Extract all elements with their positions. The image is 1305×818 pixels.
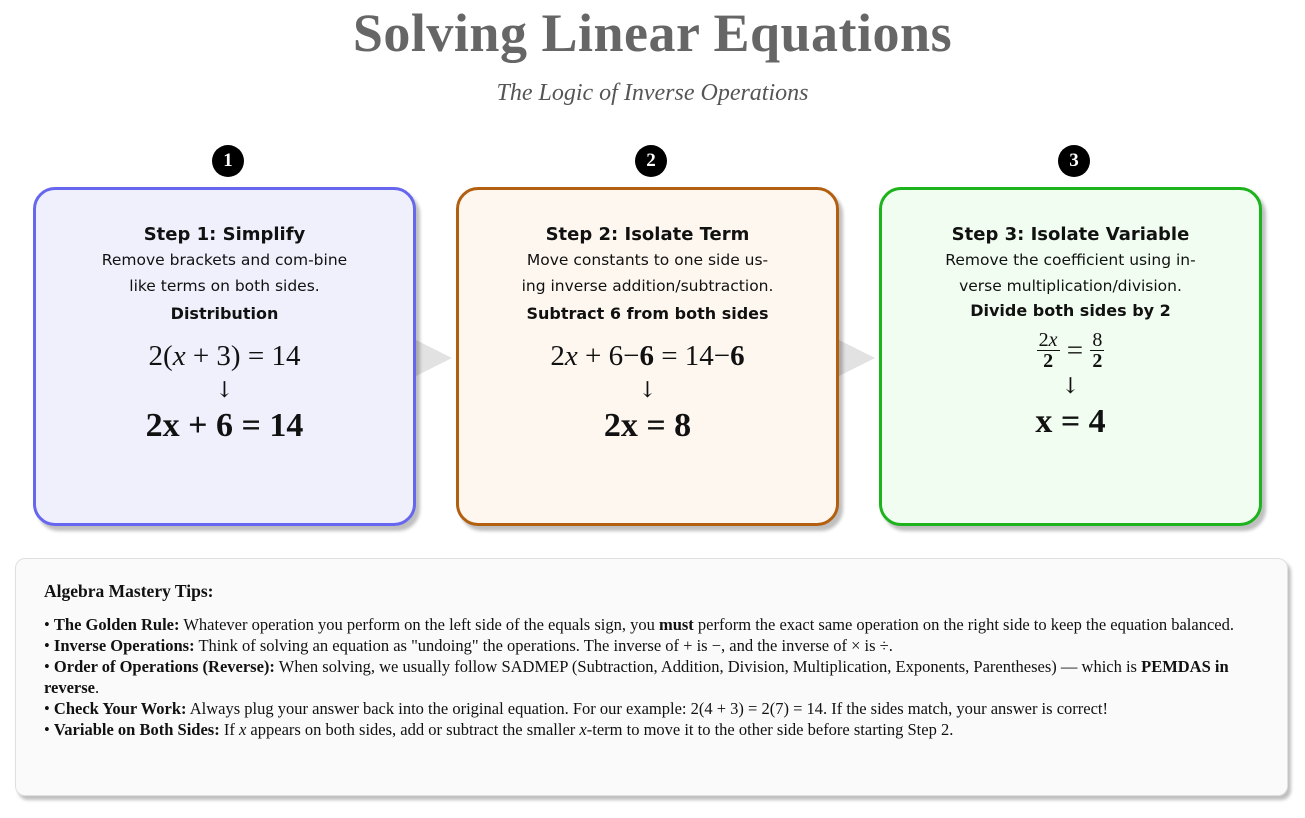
connector-arrow-icon: [835, 338, 875, 378]
tip-label: The Golden Rule:: [53, 615, 180, 634]
step-operation: Divide both sides by 2: [970, 301, 1171, 320]
tip-label: Inverse Operations:: [53, 636, 195, 655]
step-3-badge: 3: [1058, 145, 1090, 177]
tip-item: • Order of Operations (Reverse): When solving, we usually follow SADMEP (Subtraction, Addition, Division, Multiplication, Exponents, Parentheses) — which is PEMDAS in reverse.: [44, 657, 1229, 697]
tip-label: Order of Operations (Reverse):: [53, 657, 275, 676]
equation-after: 2x = 8: [603, 407, 692, 444]
step-title: Step 2: Isolate Term: [545, 224, 750, 245]
tip-item: • The Golden Rule: Whatever operation you perform on the left side of the equals sign, you must perform the exact same operation on the right side to keep the equation balanced.: [44, 615, 1234, 634]
step-description: Remove the coefficient using in-verse multiplication/division.: [945, 251, 1196, 295]
step-2-badge: 2: [635, 145, 667, 177]
tips-panel: [15, 558, 1288, 796]
step-title: Step 1: Simplify: [143, 224, 306, 245]
page-subtitle: The Logic of Inverse Operations: [496, 80, 809, 106]
equation-before: $\frac{2x}{2}$ = $\frac{8}{2}$: [1038, 328, 1103, 372]
tip-item: • Inverse Operations: Think of solving an equation as "undoing" the operations. The inverse of + is −, and the inverse of × is ÷.: [44, 636, 893, 655]
equation-before: 2(x + 3) = 14: [148, 340, 301, 372]
step-description: Remove brackets and com-bine like terms on both sides.: [101, 251, 348, 295]
equation-after: 2x + 6 = 14: [145, 407, 304, 444]
tip-label: Variable on Both Sides:: [53, 720, 220, 739]
step-description: Move constants to one side us-ing inverse addition/subtraction.: [521, 251, 774, 295]
down-arrow-icon: ↓: [638, 378, 657, 403]
down-arrow-icon: ↓: [1061, 373, 1080, 399]
tip-item: • Variable on Both Sides: If x appears on both sides, add or subtract the smaller x-term to move it to the other side before starting Step 2.: [44, 720, 954, 739]
connector-arrow-icon: [412, 338, 452, 378]
tips-title: Algebra Mastery Tips:: [44, 581, 214, 601]
tip-item: • Check Your Work: Always plug your answer back into the original equation. For our example: 2(4 + 3) = 2(7) = 14. If the sides match, your answer is correct!: [44, 699, 1108, 718]
step-1-badge: 1: [212, 145, 244, 177]
page-title: Solving Linear Equations: [352, 3, 953, 63]
tip-text: Think of solving an equation as "undoing" the operations. The inverse of + is −, and the inverse of × is ÷.: [198, 636, 893, 655]
step-1-card: [33, 187, 416, 526]
equation-before: 2x + 6−6 = 14−6: [550, 340, 745, 372]
equation-after: x = 4: [1035, 402, 1106, 440]
step-operation: Subtract 6 from both sides: [526, 304, 769, 323]
down-arrow-icon: ↓: [215, 378, 234, 403]
tip-label: Check Your Work:: [53, 699, 187, 718]
tip-text: Always plug your answer back into the original equation. For our example: 2(4 + 3) = 2(7) = 14. If the sides match, your answer is correct!: [189, 699, 1108, 718]
step-title: Step 3: Isolate Variable: [951, 224, 1190, 245]
step-2-card: [456, 187, 839, 526]
step-operation: Distribution: [170, 304, 279, 323]
step-3-card: [879, 187, 1262, 526]
